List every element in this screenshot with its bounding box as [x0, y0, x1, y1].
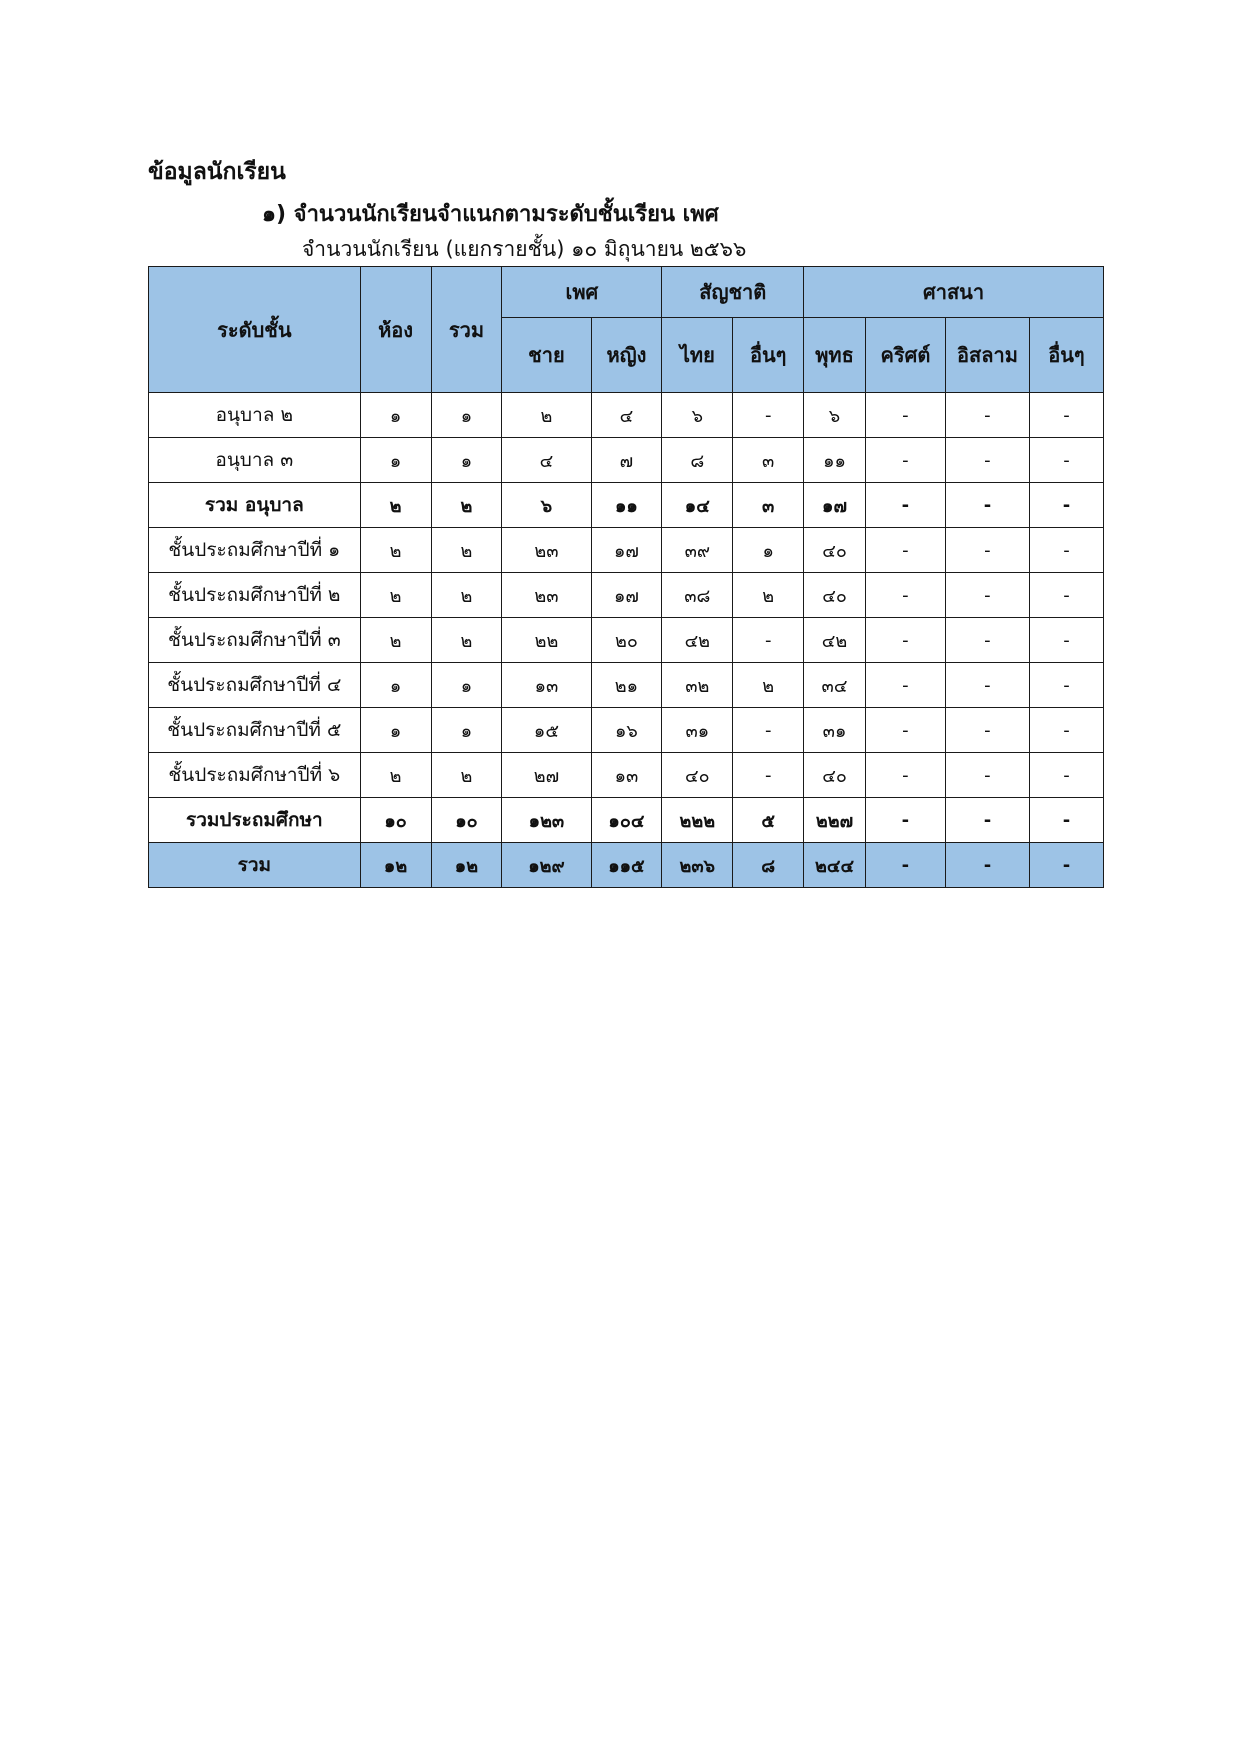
cell-male: ๑๒๙ — [502, 843, 591, 888]
table-row — [149, 393, 1104, 438]
cell-religion-other: - — [1029, 393, 1103, 438]
subtotal-row — [149, 798, 1104, 843]
cell-islam: - — [945, 573, 1029, 618]
cell-level: อนุบาล ๒ — [149, 393, 361, 438]
cell-male: ๑๕ — [502, 708, 591, 753]
cell-female: ๒๐ — [591, 618, 662, 663]
cell-buddhist: ๒๒๗ — [804, 798, 866, 843]
cell-islam: - — [945, 663, 1029, 708]
cell-buddhist: ๔๐ — [804, 573, 866, 618]
header-christian: คริศต์ — [865, 318, 945, 393]
cell-rooms: ๒ — [360, 483, 431, 528]
cell-islam: - — [945, 393, 1029, 438]
cell-total: ๒ — [431, 753, 502, 798]
cell-religion-other: - — [1029, 438, 1103, 483]
table-header — [149, 267, 1104, 393]
cell-male: ๖ — [502, 483, 591, 528]
cell-nationality-other: ๕ — [733, 798, 804, 843]
student-count-table — [148, 266, 1104, 888]
cell-islam: - — [945, 708, 1029, 753]
cell-religion-other: - — [1029, 843, 1103, 888]
cell-total: ๒ — [431, 528, 502, 573]
cell-female: ๑๑๕ — [591, 843, 662, 888]
cell-nationality-other: - — [733, 708, 804, 753]
cell-islam: - — [945, 438, 1029, 483]
cell-buddhist: ๑๗ — [804, 483, 866, 528]
header-male: ชาย — [502, 318, 591, 393]
cell-male: ๒๒ — [502, 618, 591, 663]
cell-buddhist: ๒๔๔ — [804, 843, 866, 888]
header-row-top — [149, 267, 1104, 318]
cell-level: ชั้นประถมศึกษาปีที่ ๖ — [149, 753, 361, 798]
cell-thai: ๔๒ — [662, 618, 733, 663]
subsection-heading: ๑) จำนวนนักเรียนจำแนกตามระดับชั้นเรียน เพศ — [262, 202, 719, 227]
cell-religion-other: - — [1029, 798, 1103, 843]
cell-total: ๑ — [431, 663, 502, 708]
cell-rooms: ๑ — [360, 708, 431, 753]
table-caption: จำนวนนักเรียน (แยกรายชั้น) ๑๐ มิถุนายน ๒๕๖๖ — [302, 237, 747, 261]
cell-female: ๒๑ — [591, 663, 662, 708]
cell-religion-other: - — [1029, 573, 1103, 618]
cell-christian: - — [865, 483, 945, 528]
header-nationality-other: อื่นๆ — [733, 318, 804, 393]
cell-nationality-other: ๓ — [733, 483, 804, 528]
cell-christian: - — [865, 663, 945, 708]
cell-female: ๑๑ — [591, 483, 662, 528]
cell-buddhist: ๔๐ — [804, 753, 866, 798]
cell-male: ๑๒๓ — [502, 798, 591, 843]
header-thai: ไทย — [662, 318, 733, 393]
cell-thai: ๓๑ — [662, 708, 733, 753]
cell-female: ๑๗ — [591, 528, 662, 573]
cell-total: ๑ — [431, 393, 502, 438]
cell-total: ๒ — [431, 573, 502, 618]
header-islam: อิสลาม — [945, 318, 1029, 393]
cell-christian: - — [865, 753, 945, 798]
cell-religion-other: - — [1029, 618, 1103, 663]
table-body — [149, 393, 1104, 888]
cell-religion-other: - — [1029, 708, 1103, 753]
cell-christian: - — [865, 618, 945, 663]
cell-rooms: ๒ — [360, 528, 431, 573]
cell-rooms: ๑ — [360, 438, 431, 483]
cell-level: ชั้นประถมศึกษาปีที่ ๕ — [149, 708, 361, 753]
cell-female: ๑๖ — [591, 708, 662, 753]
cell-thai: ๒๒๒ — [662, 798, 733, 843]
cell-rooms: ๒ — [360, 618, 431, 663]
cell-nationality-other: - — [733, 393, 804, 438]
cell-religion-other: - — [1029, 528, 1103, 573]
cell-christian: - — [865, 798, 945, 843]
cell-islam: - — [945, 798, 1029, 843]
cell-female: ๑๓ — [591, 753, 662, 798]
cell-male: ๒๗ — [502, 753, 591, 798]
cell-islam: - — [945, 843, 1029, 888]
header-level: ระดับชั้น — [149, 267, 361, 393]
cell-rooms: ๒ — [360, 573, 431, 618]
cell-nationality-other: ๑ — [733, 528, 804, 573]
cell-nationality-other: ๓ — [733, 438, 804, 483]
cell-total: ๑ — [431, 438, 502, 483]
cell-level: ชั้นประถมศึกษาปีที่ ๑ — [149, 528, 361, 573]
cell-female: ๔ — [591, 393, 662, 438]
header-rooms: ห้อง — [360, 267, 431, 393]
cell-level: ชั้นประถมศึกษาปีที่ ๓ — [149, 618, 361, 663]
cell-level: ชั้นประถมศึกษาปีที่ ๔ — [149, 663, 361, 708]
table-row — [149, 573, 1104, 618]
cell-christian: - — [865, 843, 945, 888]
cell-christian: - — [865, 393, 945, 438]
subtotal-row — [149, 483, 1104, 528]
header-religion: ศาสนา — [804, 267, 1104, 318]
cell-male: ๔ — [502, 438, 591, 483]
table-row — [149, 708, 1104, 753]
cell-religion-other: - — [1029, 663, 1103, 708]
cell-islam: - — [945, 618, 1029, 663]
cell-nationality-other: ๘ — [733, 843, 804, 888]
cell-total: ๒ — [431, 618, 502, 663]
cell-level: รวม อนุบาล — [149, 483, 361, 528]
table-row — [149, 753, 1104, 798]
cell-male: ๒๓ — [502, 573, 591, 618]
header-total: รวม — [431, 267, 502, 393]
table-row — [149, 528, 1104, 573]
cell-thai: ๓๒ — [662, 663, 733, 708]
header-female: หญิง — [591, 318, 662, 393]
cell-total: ๒ — [431, 483, 502, 528]
grand-total-row — [149, 843, 1104, 888]
cell-nationality-other: - — [733, 618, 804, 663]
cell-thai: ๔๐ — [662, 753, 733, 798]
header-gender: เพศ — [502, 267, 662, 318]
cell-male: ๑๓ — [502, 663, 591, 708]
cell-nationality-other: ๒ — [733, 573, 804, 618]
cell-level: รวมประถมศึกษา — [149, 798, 361, 843]
cell-christian: - — [865, 528, 945, 573]
cell-female: ๑๗ — [591, 573, 662, 618]
cell-nationality-other: - — [733, 753, 804, 798]
cell-total: ๑๐ — [431, 798, 502, 843]
table-row — [149, 438, 1104, 483]
cell-religion-other: - — [1029, 753, 1103, 798]
cell-rooms: ๑ — [360, 393, 431, 438]
cell-total: ๑๒ — [431, 843, 502, 888]
cell-rooms: ๒ — [360, 753, 431, 798]
cell-level: อนุบาล ๓ — [149, 438, 361, 483]
cell-rooms: ๑๐ — [360, 798, 431, 843]
cell-female: ๗ — [591, 438, 662, 483]
cell-thai: ๖ — [662, 393, 733, 438]
cell-rooms: ๑ — [360, 663, 431, 708]
cell-religion-other: - — [1029, 483, 1103, 528]
header-nationality: สัญชาติ — [662, 267, 804, 318]
cell-christian: - — [865, 438, 945, 483]
table-row — [149, 663, 1104, 708]
cell-christian: - — [865, 708, 945, 753]
cell-buddhist: ๔๐ — [804, 528, 866, 573]
cell-buddhist: ๓๑ — [804, 708, 866, 753]
cell-islam: - — [945, 528, 1029, 573]
cell-islam: - — [945, 483, 1029, 528]
cell-thai: ๓๙ — [662, 528, 733, 573]
cell-thai: ๘ — [662, 438, 733, 483]
cell-thai: ๑๔ — [662, 483, 733, 528]
cell-total: ๑ — [431, 708, 502, 753]
cell-nationality-other: ๒ — [733, 663, 804, 708]
header-religion-other: อื่นๆ — [1029, 318, 1103, 393]
cell-level: รวม — [149, 843, 361, 888]
header-buddhist: พุทธ — [804, 318, 866, 393]
cell-rooms: ๑๒ — [360, 843, 431, 888]
cell-christian: - — [865, 573, 945, 618]
cell-female: ๑๐๔ — [591, 798, 662, 843]
cell-thai: ๓๘ — [662, 573, 733, 618]
cell-thai: ๒๓๖ — [662, 843, 733, 888]
cell-level: ชั้นประถมศึกษาปีที่ ๒ — [149, 573, 361, 618]
table-row — [149, 618, 1104, 663]
cell-buddhist: ๔๒ — [804, 618, 866, 663]
cell-male: ๒ — [502, 393, 591, 438]
cell-male: ๒๓ — [502, 528, 591, 573]
section-heading: ข้อมูลนักเรียน — [148, 159, 286, 185]
cell-buddhist: ๑๑ — [804, 438, 866, 483]
cell-buddhist: ๖ — [804, 393, 866, 438]
cell-buddhist: ๓๔ — [804, 663, 866, 708]
cell-islam: - — [945, 753, 1029, 798]
